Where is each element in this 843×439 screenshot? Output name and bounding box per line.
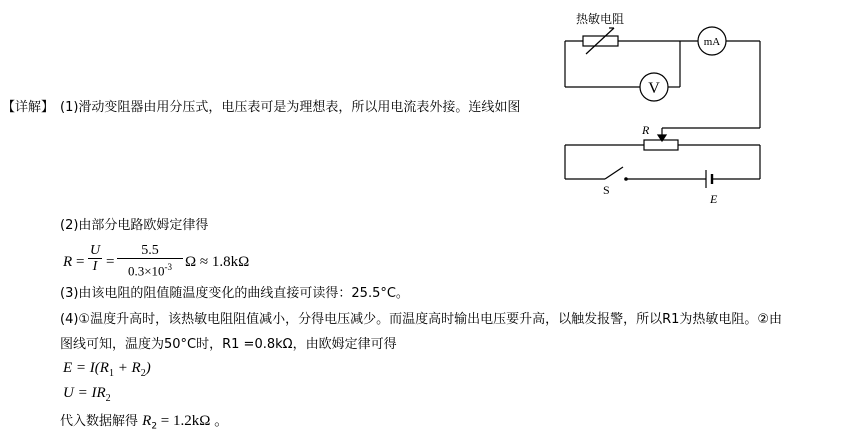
battery-label: E [710,192,718,206]
final-prefix: 代入数据解得 [60,414,143,429]
formula-R-den-exp: -3 [164,262,173,272]
formula-R-lhs: R [63,254,73,270]
formula-R-eq1: = [76,254,85,270]
formula-R-result: Ω ≈ 1.8kΩ [185,254,250,270]
part3-text: (3)由该电阻的阻值随温度变化的曲线直接可读得：25.5°C。 [60,286,409,301]
formula-R-num-sym: U [89,243,101,258]
equation-E: $E = I(R_1 + R_2)$ [63,360,151,379]
detail-tag: 【详解】 [2,100,55,115]
part4-line1: (4)①温度升高时，该热敏电阻阻值减小，分得电压减少。而温度高时输出电压要升高，以触发报警，所以R1为热敏电阻。②由 [60,312,783,327]
switch-symbol [605,167,623,179]
formula-R-den-val: 0.3×10 [127,263,165,279]
ammeter-label: mA [703,36,721,48]
rheostat-symbol [644,140,678,150]
part4-line2: 图线可知，温度为50°C时，R1 =0.8kΩ，由欧姆定律可得 [60,337,397,352]
equation-U: $U = IR_2$ [63,385,111,404]
rheostat-label: R [642,123,650,137]
formula-R-num-val: 5.5 [141,243,159,258]
formula-R-den-sym: I [88,258,102,275]
formula-R-eq2: = [106,254,115,270]
voltmeter-label: V [648,80,660,97]
switch-label: S [603,183,610,197]
part2-heading: (2)由部分电路欧姆定律得 [60,218,209,233]
circuit-diagram [560,4,770,216]
final-answer: 代入数据解得 $R_2 = 1.2k\Omega$ 。 [60,413,230,432]
thermistor-label: 热敏电阻 [576,12,625,26]
part1-text: (1)滑动变阻器由用分压式，电压表可是为理想表，所以用电流表外接。连线如图 [60,100,521,115]
